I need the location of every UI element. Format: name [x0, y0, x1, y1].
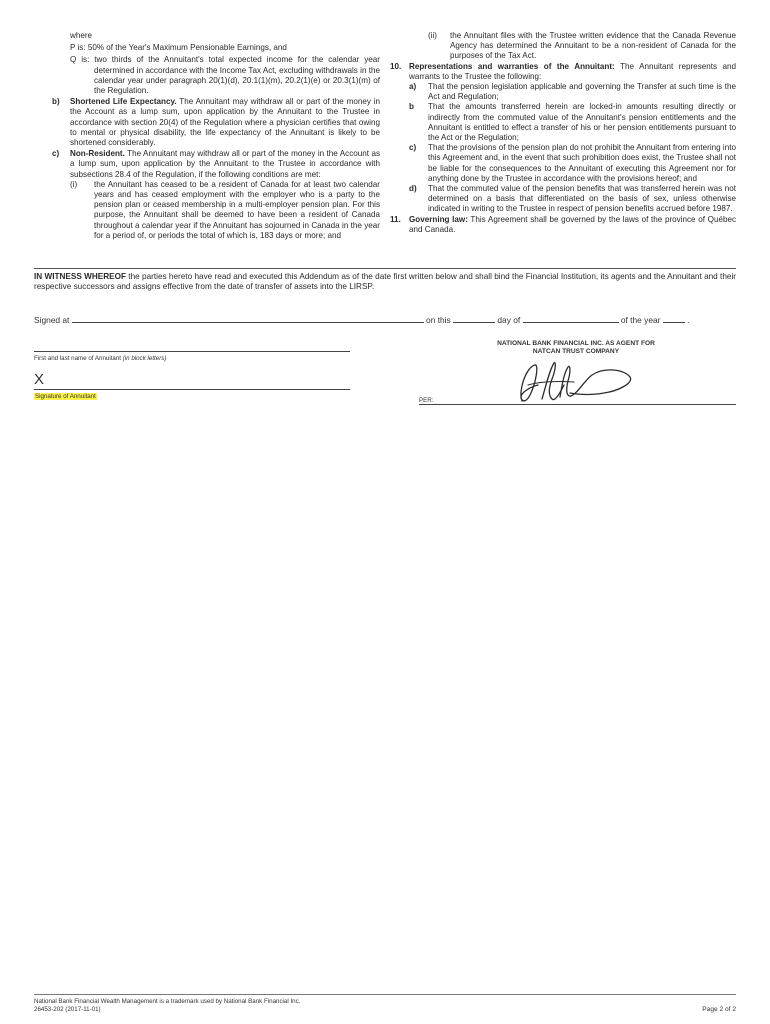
section-10-d: [390, 184, 736, 215]
annuitant-signature-field[interactable]: [34, 389, 350, 390]
section-11: [390, 215, 736, 235]
year-period: .: [687, 315, 690, 325]
witness-paragraph: [34, 272, 736, 293]
witness-lead: IN WITNESS WHEREOF: [34, 272, 126, 281]
clause-b-text: The Annuitant may withdraw all or part of the money in the Account as a lump sum, upon application by the Annuitant to the Trustee in accordance with section 20(4) of the Regulation where a physician certifies that owing to mental or physical disability, the life expectancy of the Annuitant is likely to be shortened considerably.: [70, 97, 380, 148]
footer-divider: [34, 994, 736, 995]
section-divider: [34, 268, 736, 269]
section-10-title: Representations and warranties of the Annuitant:: [409, 61, 615, 71]
bank-name: NATIONAL BANK FINANCIAL INC. AS AGENT FOR: [497, 340, 655, 347]
bank-trust-company: NATCAN TRUST COMPANY: [532, 348, 620, 356]
of-the-year-label: of the year: [620, 315, 661, 325]
handwritten-signature-image: [508, 355, 638, 410]
section-10-text: The Annuitant represents and warrants to the Trustee the following:: [409, 61, 736, 81]
signed-at-place-field[interactable]: [72, 314, 424, 323]
section-11-text: This Agreement shall be governed by the laws of the province of Québec and Canada.: [409, 214, 736, 234]
signed-at-label: Signed at: [34, 315, 70, 325]
clause-c-marker: c): [52, 149, 60, 159]
per-label: PER:: [419, 397, 434, 404]
p-definition: P is: 50% of the Year's Maximum Pensionable Earnings, and: [70, 43, 287, 53]
clause-c-ii-text: the Annuitant files with the Trustee written evidence that the Canada Revenue Agency has determined the Annuitant to be a non-resident of Canada for the purposes of the Tax Act.: [450, 31, 736, 61]
section-10-b: [390, 102, 736, 143]
section-10-a: [390, 82, 736, 102]
signed-at-row: [34, 314, 736, 325]
annuitant-name-label-main: First and last name of Annuitant: [34, 355, 123, 362]
annuitant-name-field[interactable]: [34, 351, 350, 352]
footer-form-code: 26453-202 (2017-11-01): [34, 1006, 101, 1014]
section-10-b-text: That the amounts transferred herein are locked-in amounts resulting directly or indirectly from the commuted value of the Annuitant's pension entitlements and the Annuitant is entitled to effect a transfer of his or her pension entitlements pursuant to the Act or the Regulation;: [428, 102, 736, 143]
day-field[interactable]: [453, 314, 495, 323]
annuitant-name-label-italic: (in block letters): [122, 355, 167, 362]
section-10: [390, 62, 736, 82]
section-11-title: Governing law:: [409, 214, 468, 224]
section-10-c-text: That the provisions of the pension plan do not prohibit the Annuitant from entering into this Agreement and, in the event that such prohibition does exist, the Trustee shall not be liable for the consequences to the Annuitant of executing this Agreement nor for anything done by the Trustee in accordance with the provisions hereof; and: [428, 143, 736, 183]
page-number: Page 2 of 2: [702, 1006, 736, 1013]
on-this-label: on this: [426, 315, 451, 325]
annuitant-signature-label: [34, 393, 97, 400]
section-11-number: 11.: [390, 214, 401, 224]
section-10-number: 10.: [390, 61, 402, 71]
section-10-b-marker: b: [409, 102, 414, 112]
clause-c-ii: [390, 31, 736, 62]
clause-b-title: Shortened Life Expectancy.: [70, 97, 177, 107]
year-field[interactable]: [663, 314, 685, 323]
footer-left: [34, 998, 300, 1014]
annuitant-signature-label-text: Signature of Annuitant: [35, 393, 96, 400]
section-10-c-marker: c): [409, 143, 417, 153]
where-line: where: [70, 31, 93, 40]
clause-c-ii-marker: (ii): [428, 31, 437, 40]
q-definition: Q is: two thirds of the Annuitant's total expected income for the calendar year determined in accordance with the Income Tax Act, excluding withdrawals in the calendar year under paragraph 20(1)(d), 20.1(1)(m), 20.2(1)(e) or 20.3(1)(m) of the Regulation.: [70, 55, 380, 96]
right-column: [390, 31, 736, 235]
witness-text: the parties hereto have read and executed this Addendum as of the date first written below and shall bind the Financial Institution, its agents and the Annuitant and their respective successors and assigns effective from the date of transfer of assets into the LIRSP.: [34, 272, 736, 292]
section-10-d-marker: d): [409, 184, 417, 194]
footer-trademark: National Bank Financial Wealth Management is a trademark used by National Bank Financial Inc.: [34, 998, 301, 1005]
clause-c-i-text: the Annuitant has ceased to be a resident of Canada for at least two calendar years and has ceased employment with the employer who is a party to the pension plan or ceased membership in a multi-employer pension plan. For this purpose, the Annuitant shall be deemed to have been a resident of Canada throughout a calendar year if the Annuitant has sojourned in Canada in the year for a period of, or periods the total of which is, 183 days or more; and: [94, 179, 380, 240]
clause-b-shortened-life: [34, 97, 380, 148]
left-column: [34, 31, 380, 241]
clause-c-text: The Annuitant may withdraw all or part of the money in the Account as a lump sum, upon application by the Annuitant to the Trustee in accordance with subsections 28.4 of the Regulation, if the following conditions are met:: [70, 149, 380, 179]
signature-x-mark: X: [34, 371, 45, 388]
clause-c-non-resident: [34, 149, 380, 180]
annuitant-name-label: [34, 355, 166, 362]
clause-c-title: Non-Resident.: [70, 149, 125, 159]
clause-b-marker: b): [52, 97, 60, 107]
month-field[interactable]: [523, 314, 619, 323]
section-10-c: [390, 143, 736, 184]
day-of-label: day of: [497, 315, 521, 325]
section-10-a-marker: a): [409, 82, 417, 92]
clause-c-i: [34, 180, 380, 241]
section-10-a-text: That the pension legislation applicable and governing the Transfer at such time is the Act and Regulation;: [428, 82, 736, 102]
section-10-d-text: That the commuted value of the pension benefits that was transferred herein was not determined on a basis that differentiated on the basis of sex, unless otherwise indicated in writing to the Trustee in respect of pension benefits accrued before 1987.: [428, 184, 736, 214]
clause-c-i-marker: (i): [70, 179, 78, 189]
